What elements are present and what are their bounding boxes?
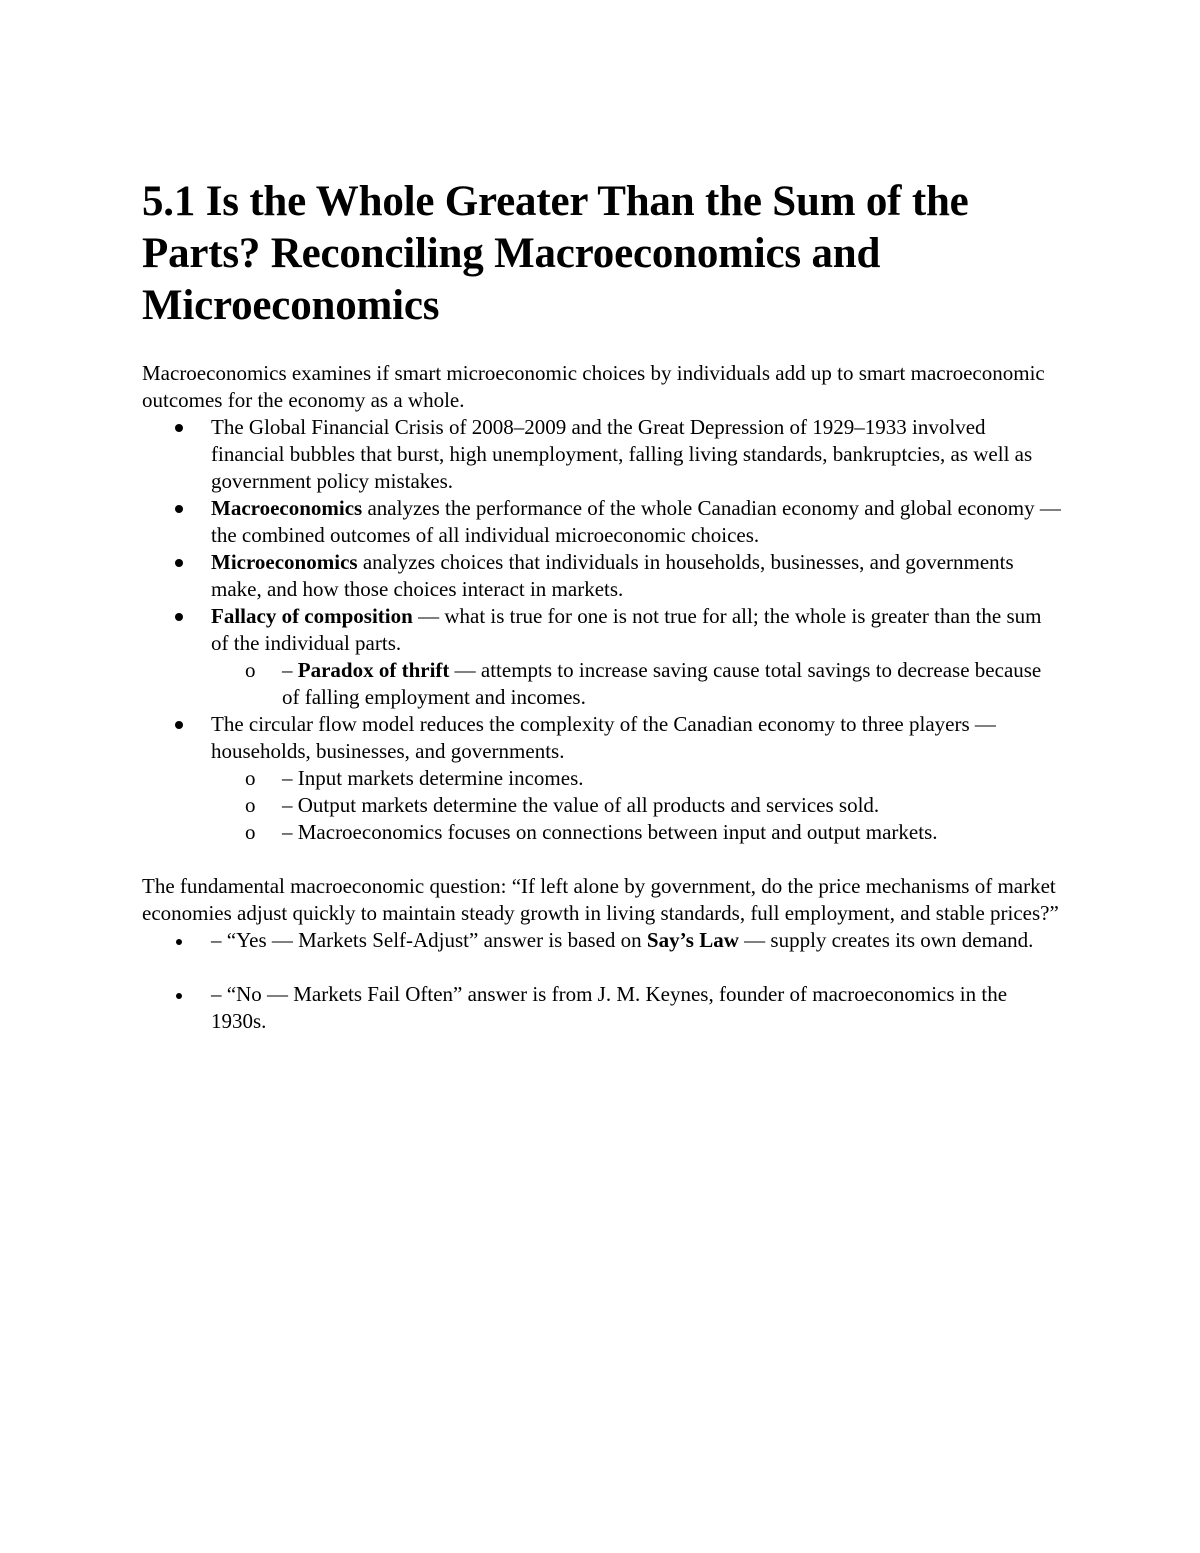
sub-bullet-icon: o [245, 766, 256, 790]
sub-list-item-text: – Macroeconomics focuses on connections between input and output markets. [282, 820, 938, 844]
bullet-icon [175, 505, 183, 513]
sub-list-item-text: – Output markets determine the value of all products and services sold. [282, 793, 880, 817]
list-item [142, 603, 1062, 711]
intro-paragraph: Macroeconomics examines if smart microeconomic choices by individuals add up to smart macroeconomic outcomes for the economy as a whole. [142, 361, 1045, 412]
sub-list-item-text: – Input markets determine incomes. [282, 766, 584, 790]
sub-list [211, 765, 1062, 846]
list-item-text: analyzes the performance of the whole Canadian economy and global economy — the combined outcomes of all individual microeconomic choices. [211, 496, 1061, 547]
list-item-text: — supply creates its own demand. [738, 928, 1034, 952]
list-item-text: – “Yes — Markets Self-Adjust” answer is based on [211, 928, 647, 952]
answers-list [142, 927, 1062, 1035]
bullet-icon [176, 993, 182, 999]
term-microeconomics: Microeconomics [211, 550, 358, 574]
term-says-law: Say’s Law [646, 928, 739, 952]
sub-list-item [211, 657, 1062, 711]
sub-bullet-icon: o [245, 658, 256, 682]
list-item-text: – “No — Markets Fail Often” answer is from J. M. Keynes, founder of macroeconomics in the 1930s. [211, 982, 1008, 1033]
list-item [142, 414, 1062, 495]
sub-list-item [211, 792, 1062, 819]
list-item [142, 981, 1062, 1035]
list-item-text: The circular flow model reduces the complexity of the Canadian economy to three players — households, businesses, and governments. [211, 712, 996, 763]
list-item-text: — what is true for one is not true for all; the whole is greater than the sum of the individual parts. [211, 604, 1042, 655]
bullet-icon [175, 613, 183, 621]
list-item [142, 495, 1062, 549]
sub-bullet-icon: o [245, 820, 256, 844]
list-item-text: analyzes choices that individuals in households, businesses, and governments make, and how those choices interact in markets. [211, 550, 1014, 601]
bullet-icon [175, 424, 183, 432]
fundamental-question-paragraph: The fundamental macroeconomic question: “If left alone by government, do the price mechanisms of market economies adjust quickly to maintain steady growth in living standards, full employment, and stable prices?” [142, 874, 1059, 925]
list-item [142, 711, 1062, 846]
sub-list-item [211, 765, 1062, 792]
sub-list [211, 657, 1062, 711]
sub-list-item [211, 819, 1062, 846]
sub-bullet-icon: o [245, 793, 256, 817]
dash-prefix: – [282, 658, 298, 682]
sub-list-item-text: — attempts to increase saving cause total savings to decrease because of falling employment and incomes. [282, 658, 1042, 709]
list-spacer [142, 954, 1062, 981]
page-title: 5.1 Is the Whole Greater Than the Sum of the Parts? Reconciling Macroeconomics and Microeconomics [142, 178, 969, 329]
document-page [142, 176, 1062, 1035]
list-item-text: The Global Financial Crisis of 2008–2009 and the Great Depression of 1929–1933 involved financial bubbles that burst, high unemployment, falling living standards, bankruptcies, as well as government policy mistakes. [211, 415, 1033, 493]
key-points-list [142, 414, 1062, 846]
term-macroeconomics: Macroeconomics [211, 496, 363, 520]
bullet-icon [175, 721, 183, 729]
term-paradox-of-thrift: Paradox of thrift [297, 658, 450, 682]
term-fallacy-of-composition: Fallacy of composition [211, 604, 413, 628]
list-item [142, 927, 1062, 954]
bullet-icon [175, 559, 183, 567]
bullet-icon [176, 939, 182, 945]
list-item [142, 549, 1062, 603]
